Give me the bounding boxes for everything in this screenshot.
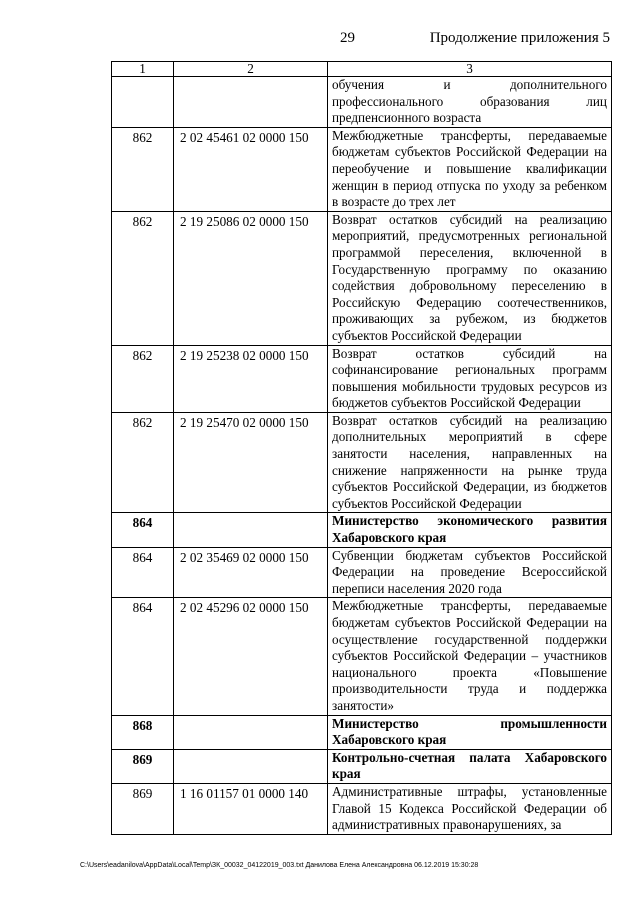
revenue-name-cell: Административные штрафы, установленные Главой 15 Кодекса Российской Федерации об административных правонарушениях, за bbox=[328, 783, 612, 834]
administrator-code-cell: 862 bbox=[112, 412, 174, 513]
administrator-code-cell: 862 bbox=[112, 127, 174, 211]
revenue-name-cell: обучения и дополнительного профессионального образования лиц предпенсионного возраста bbox=[328, 77, 612, 128]
page-number: 29 bbox=[340, 30, 355, 46]
file-path-footer: C:\Users\eadanilova\AppData\Local\Temp\ЗК_00032_04122019_003.txt Данилова Елена Александровна 06.12.2019 15:30:28 bbox=[80, 862, 479, 869]
budget-codes-table bbox=[111, 61, 612, 835]
table-row bbox=[112, 77, 612, 128]
column-header: 3 bbox=[328, 62, 612, 77]
budget-classification-code-cell: 2 02 35469 02 0000 150 bbox=[174, 547, 328, 598]
table-row bbox=[112, 412, 612, 513]
column-header: 1 bbox=[112, 62, 174, 77]
administrator-code-cell: 864 bbox=[112, 598, 174, 715]
column-header: 2 bbox=[174, 62, 328, 77]
table-body bbox=[112, 77, 612, 835]
revenue-name-cell: Контрольно-счетная палата Хабаровского края bbox=[328, 749, 612, 783]
budget-classification-code-cell bbox=[174, 513, 328, 547]
revenue-name-cell: Возврат остатков субсидий на софинансирование региональных программ повышения мобильности трудовых ресурсов из бюджетов субъектов Российской Федерации bbox=[328, 345, 612, 412]
administrator-code-cell: 868 bbox=[112, 715, 174, 749]
administrator-code-cell: 864 bbox=[112, 513, 174, 547]
administrator-code-cell bbox=[112, 77, 174, 128]
revenue-name-cell: Возврат остатков субсидий на реализацию мероприятий, предусмотренных региональной программой переселения, включенной в Государственную программу по оказанию содействия добровольному переселению в Российскую Федерацию соотечественников, проживающих за рубежом, из бюджетов субъектов Российской Федерации bbox=[328, 211, 612, 345]
revenue-name-cell: Межбюджетные трансферты, передаваемые бюджетам субъектов Российской Федерации на переобучение и повышение квалификации женщин в период отпуска по уходу за ребенком в возрасте до трех лет bbox=[328, 127, 612, 211]
administrator-code-cell: 864 bbox=[112, 547, 174, 598]
revenue-name-cell: Министерство экономического развития Хабаровского края bbox=[328, 513, 612, 547]
table-row bbox=[112, 749, 612, 783]
table-row bbox=[112, 211, 612, 345]
table-row bbox=[112, 598, 612, 715]
budget-classification-code-cell: 2 19 25086 02 0000 150 bbox=[174, 211, 328, 345]
revenue-name-cell: Возврат остатков субсидий на реализацию дополнительных мероприятий в сфере занятости населения, направленных на снижение напряженности на рынке труда субъектов Российской Федерации, из бюджетов субъектов Российской Федерации bbox=[328, 412, 612, 513]
budget-classification-code-cell: 2 02 45461 02 0000 150 bbox=[174, 127, 328, 211]
table-header-row bbox=[112, 62, 612, 77]
administrator-code-cell: 869 bbox=[112, 749, 174, 783]
table-row bbox=[112, 547, 612, 598]
table-row bbox=[112, 513, 612, 547]
table-row bbox=[112, 783, 612, 834]
administrator-code-cell: 862 bbox=[112, 211, 174, 345]
budget-classification-code-cell: 2 19 25238 02 0000 150 bbox=[174, 345, 328, 412]
table-row bbox=[112, 127, 612, 211]
table-row bbox=[112, 715, 612, 749]
administrator-code-cell: 862 bbox=[112, 345, 174, 412]
budget-classification-code-cell bbox=[174, 715, 328, 749]
revenue-name-cell: Министерство промышленности Хабаровского края bbox=[328, 715, 612, 749]
budget-classification-code-cell: 1 16 01157 01 0000 140 bbox=[174, 783, 328, 834]
administrator-code-cell: 869 bbox=[112, 783, 174, 834]
budget-classification-code-cell: 2 02 45296 02 0000 150 bbox=[174, 598, 328, 715]
budget-classification-code-cell bbox=[174, 77, 328, 128]
revenue-name-cell: Субвенции бюджетам субъектов Российской Федерации на проведение Всероссийской переписи населения 2020 года bbox=[328, 547, 612, 598]
continuation-label: Продолжение приложения 5 bbox=[429, 30, 610, 46]
budget-classification-code-cell bbox=[174, 749, 328, 783]
table-row bbox=[112, 345, 612, 412]
revenue-name-cell: Межбюджетные трансферты, передаваемые бюджетам субъектов Российской Федерации на осуществление государственной поддержки субъектов Российской Федерации – участников национального проекта «Повышение производительности труда и поддержка занятости» bbox=[328, 598, 612, 715]
budget-classification-code-cell: 2 19 25470 02 0000 150 bbox=[174, 412, 328, 513]
